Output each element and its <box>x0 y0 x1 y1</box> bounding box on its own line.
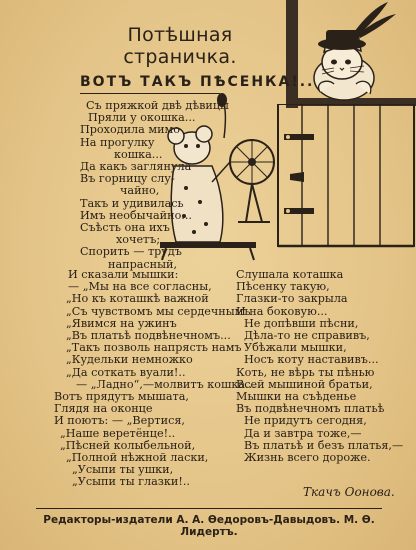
poem-line: Имъ необычайно... <box>80 208 192 222</box>
poem-column-left-top <box>80 99 229 271</box>
poem-line: Не допѣвши пѣсни, <box>244 316 359 330</box>
poem-line: На прогулку <box>80 135 155 149</box>
poem-line: Убѣжали мышки, <box>244 341 347 355</box>
poem-line: чайно, <box>120 184 160 198</box>
poem-line: Слушала коташка <box>236 268 344 281</box>
poem-line: „Усыпи ты ушки, <box>72 463 174 477</box>
poem-column-right <box>236 269 403 464</box>
poem-line: Съѣсть она ихъ <box>80 221 170 235</box>
door-illustration <box>276 104 416 250</box>
poem-line: Жизнь всего дороже. <box>244 451 371 465</box>
poem-line: „Полной нѣжной ласки, <box>66 451 209 465</box>
poem-line: Въ горницу слу- <box>80 172 175 186</box>
footer-editors: Редакторы-издатели А. А. Ѳедоровъ-Давыдовъ. М. Ѳ. Лидертъ. <box>43 514 375 538</box>
poem-line: Коть, не вѣрь ты пѣнью <box>236 365 375 379</box>
poem-line: кошка... <box>114 147 163 161</box>
poem-title: ВОТЪ ТАКЪ ПѢСЕНКА!.. <box>80 74 315 90</box>
poem-line: „Наше веретёнце!.. <box>60 426 176 440</box>
poem-line: „Пѣсней колыбельной, <box>60 438 196 452</box>
footer-divider <box>36 508 382 509</box>
poem-line: Спорить — трудъ <box>80 245 182 259</box>
poem-line: Мышки на съѣденье <box>236 390 357 404</box>
poem-line: „Но къ коташкѣ важной <box>66 292 209 306</box>
page-title: Потѣшная страничка. <box>123 24 237 68</box>
poem-line: Такъ и удивилась <box>80 196 184 210</box>
poem-line: Пѣсенку такую, <box>236 280 330 294</box>
poem-line: „Съ чувствомъ мы сердечнымъ <box>66 304 251 318</box>
poem-line: Пряли у окошка... <box>88 111 196 125</box>
poem-line: — „Ладно“,—молвитъ кошка... <box>76 377 256 391</box>
poem-line: „Да соткать вуали!.. <box>66 365 186 379</box>
cat-in-window-illustration <box>284 0 416 110</box>
poem-line: „Такъ позволь напрясть намъ <box>66 341 242 355</box>
poem-line: И сказали мышки: <box>68 268 179 281</box>
poem-line: „Въ платьѣ подвѣнечномъ... <box>66 329 231 343</box>
poem-line: Не придутъ сегодня, <box>244 414 367 428</box>
poem-line: Глазки-то закрыла <box>236 292 348 306</box>
poem-line: Носъ коту наставивъ... <box>244 353 379 367</box>
author-signature: Ткачъ Оонова. <box>303 485 395 499</box>
poem-line: Въ подвѣнечномъ платьѣ <box>236 402 385 416</box>
poem-line: Съ пряжкой двѣ дѣвицы <box>86 99 229 112</box>
poem-line: Въ платьѣ и безъ платья,— <box>244 438 404 452</box>
poem-line: Глядя на оконце <box>54 402 153 416</box>
poem-line: хочетъ; <box>116 233 161 247</box>
poem-line: И поютъ: — „Вертися, <box>54 414 185 428</box>
poem-line: „Явимся на ужинъ <box>66 316 177 330</box>
poem-line: Всей мышиной братьи, <box>236 377 373 391</box>
poem-line: Да какъ заглянула <box>80 160 192 174</box>
poem-line: Дѣла-то не справивъ, <box>244 329 370 343</box>
poem-line: И на боковую... <box>236 304 328 318</box>
poem-line: напрасный, <box>108 257 178 271</box>
poem-line: Вотъ прядутъ мышата, <box>54 390 189 404</box>
poem-line: Проходила мимо <box>80 123 180 137</box>
poem-line: „Усыпи ты глазки!.. <box>72 475 190 489</box>
poem-column-left-bottom <box>50 269 256 489</box>
poem-line: Да и завтра тоже,— <box>244 426 362 440</box>
poem-line: „Кудельки немножко <box>66 353 193 367</box>
poem-line: — „Мы на все согласны, <box>68 280 212 294</box>
